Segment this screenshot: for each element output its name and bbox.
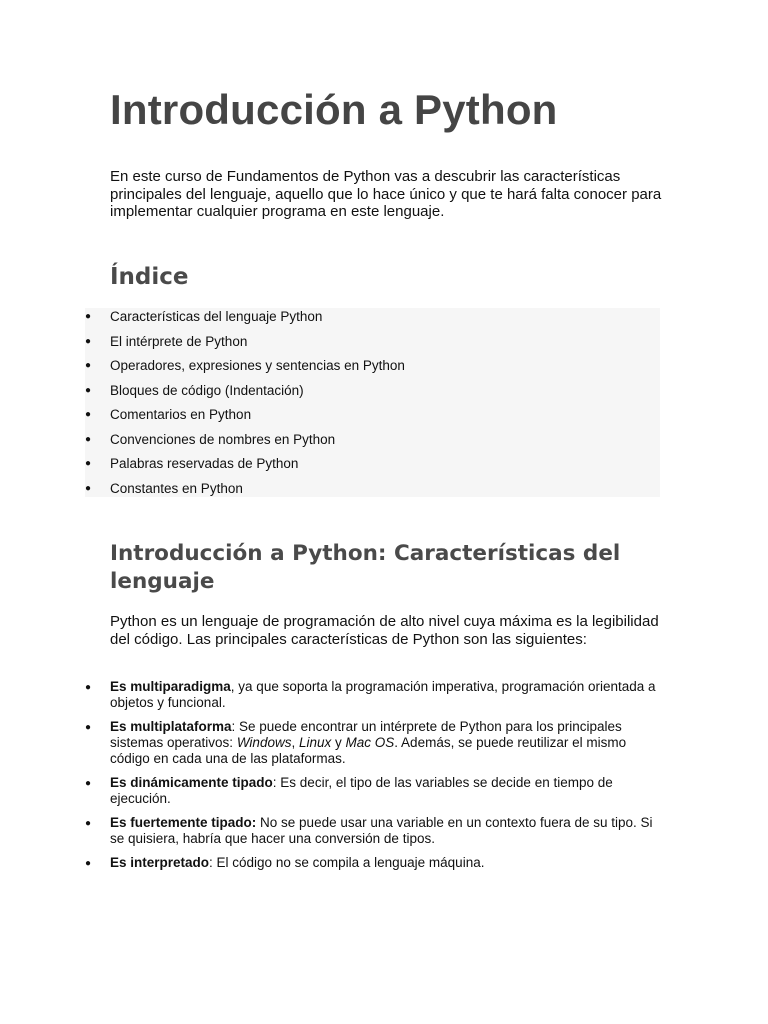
feature-item [85, 855, 660, 871]
index-item-label: Operadores, expresiones y sentencias en Python [110, 358, 405, 373]
bullet-icon: ● [85, 818, 92, 829]
separator-text: , [291, 735, 299, 750]
feature-term: Es multiparadigma [110, 679, 231, 694]
bullet-icon: ● [85, 360, 92, 371]
feature-term: Es dinámicamente tipado [110, 775, 273, 790]
index-item-label: Bloques de código (Indentación) [110, 382, 304, 398]
bullet-icon: ● [85, 384, 92, 396]
feature-term: Es fuertemente tipado: [110, 815, 257, 830]
page-title: Introducción a Python [110, 86, 558, 133]
index-item[interactable] [85, 333, 660, 358]
bullet-icon: ● [85, 858, 92, 869]
index-heading: Índice [110, 264, 189, 290]
index-item[interactable] [85, 431, 660, 456]
index-item[interactable] [85, 406, 660, 431]
section-heading: Introducción a Python: Características del lenguaje [110, 541, 621, 594]
os-name: Linux [298, 735, 332, 750]
feature-text: , ya que soporta la programación imperativa, programación orientada a objetos y funcional. [110, 679, 656, 710]
section-intro-paragraph: Python es un lenguaje de programación de alto nivel cuya máxima es la legibilidad del código. Las principales características de Python son las siguientes: [110, 613, 659, 648]
index-list [85, 308, 660, 504]
bullet-icon: ● [85, 682, 92, 693]
bullet-icon: ● [85, 433, 92, 445]
index-item-label: Características del lenguaje Python [110, 309, 323, 324]
os-name: Windows [236, 735, 292, 750]
feature-text: : Es decir, el tipo de las variables se decide en tiempo de ejecución. [110, 775, 613, 806]
feature-item [85, 719, 660, 767]
index-item-label: El intérprete de Python [110, 333, 248, 349]
bullet-icon: ● [85, 311, 92, 322]
bullet-icon: ● [85, 458, 92, 469]
feature-text: : El código no se compila a lenguaje máquina. [209, 855, 485, 870]
feature-text: : Se puede encontrar un intérprete de Python para los principales sistemas operativos: [110, 719, 622, 750]
feature-term: Es multiplataforma [110, 719, 232, 734]
index-item[interactable] [85, 308, 660, 333]
os-name: Mac OS [345, 735, 395, 750]
separator-text: y [331, 735, 346, 750]
feature-term: Es interpretado [110, 855, 210, 870]
index-item-label: Constantes en Python [110, 480, 243, 496]
features-list [85, 679, 660, 879]
feature-item [85, 775, 660, 807]
bullet-icon: ● [85, 722, 92, 733]
feature-item [85, 679, 660, 711]
bullet-icon: ● [85, 778, 92, 789]
feature-item [85, 815, 660, 847]
index-item-label: Convenciones de nombres en Python [110, 431, 336, 447]
index-item-label: Comentarios en Python [110, 407, 252, 422]
index-item[interactable] [85, 382, 660, 407]
feature-text: No se puede usar una variable en un contexto fuera de su tipo. Si se quisiera, habría que hacer una conversión de tipos. [110, 815, 653, 846]
bullet-icon: ● [85, 482, 92, 494]
index-item-label: Palabras reservadas de Python [110, 456, 299, 471]
intro-paragraph: En este curso de Fundamentos de Python vas a descubrir las características principales del lenguaje, aquello que lo hace único y que te hará falta conocer para implementar cualquier programa en este lenguaje. [110, 168, 662, 220]
bullet-icon: ● [85, 409, 92, 420]
index-item[interactable] [85, 455, 660, 480]
feature-text: . Además, se puede reutilizar el mismo código en cada una de las plataformas. [110, 735, 627, 766]
bullet-icon: ● [85, 335, 92, 347]
index-item[interactable] [85, 480, 660, 505]
index-item[interactable] [85, 357, 660, 382]
